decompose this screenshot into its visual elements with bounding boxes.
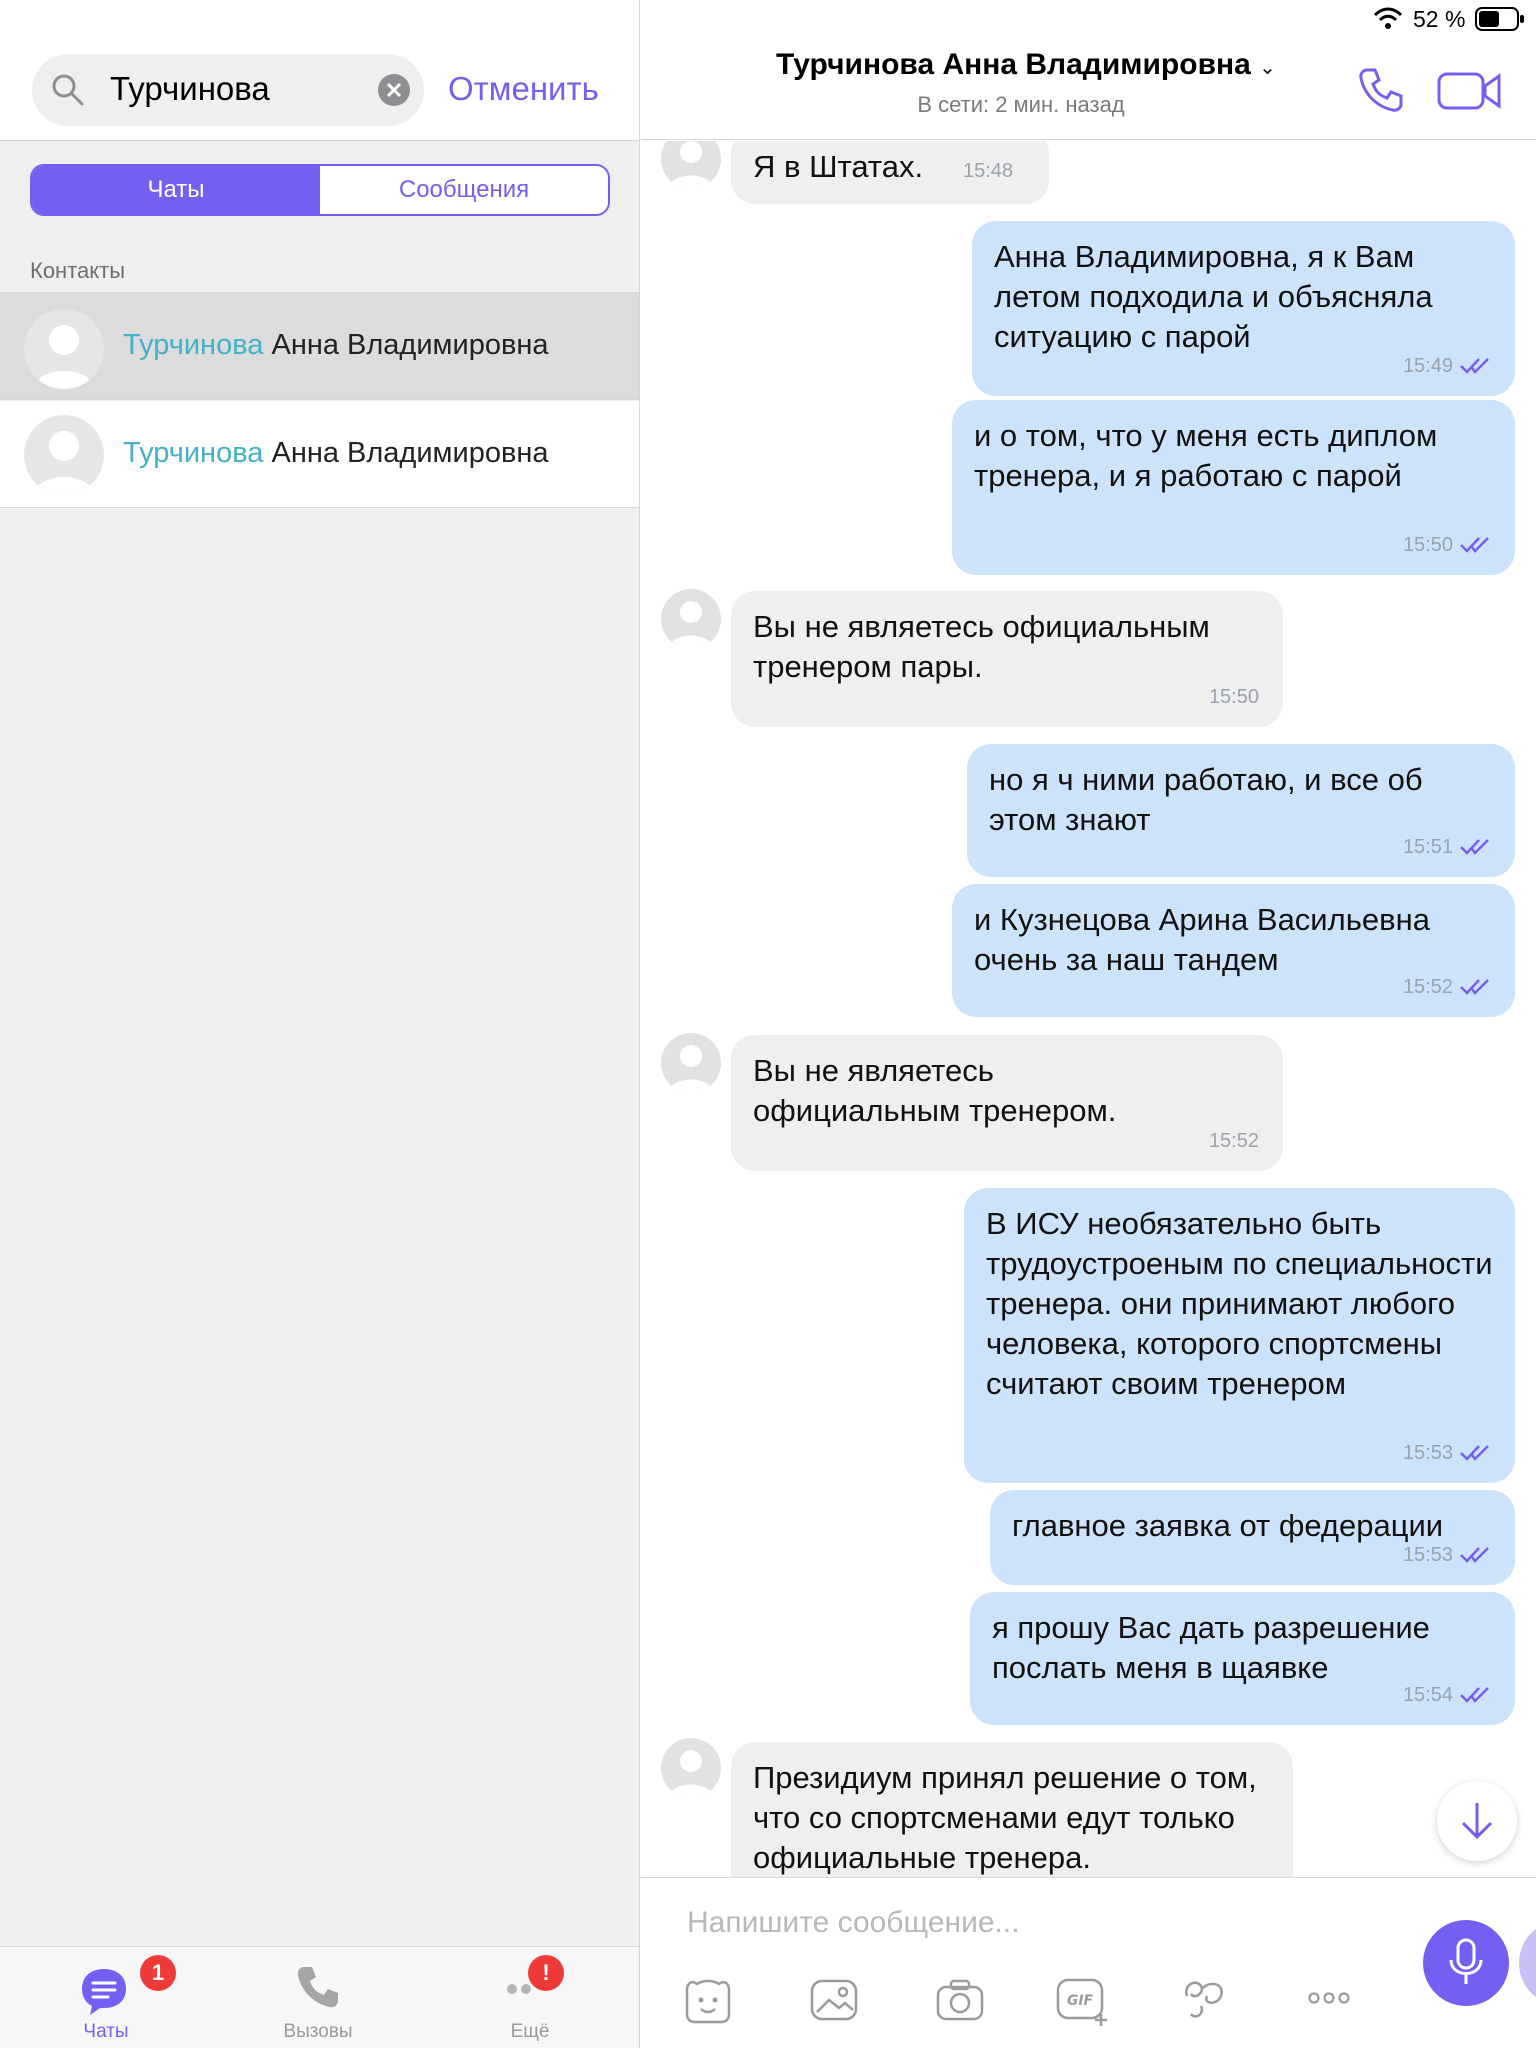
tab-chats-label: Чаты: [83, 2021, 129, 2042]
message-time: 15:52: [1402, 976, 1453, 998]
read-ticks-icon: [1459, 523, 1493, 563]
message-incoming[interactable]: [731, 591, 1283, 727]
message-time: 15:53: [1402, 1544, 1453, 1566]
chat-title[interactable]: Турчинова Анна Владимировна ⌄: [776, 48, 1276, 81]
search-icon: [50, 72, 86, 113]
message-incoming[interactable]: [731, 141, 1049, 204]
segment-messages[interactable]: Сообщения: [320, 166, 608, 214]
phone-icon[interactable]: [1357, 66, 1405, 119]
contact-row[interactable]: [0, 401, 639, 508]
message-text: и о том, что у меня есть диплом тренера, и я работаю с парой: [974, 418, 1438, 493]
read-ticks-icon: [1459, 1533, 1493, 1573]
message-text: Анна Владимировна, я к Вам летом подходила и объясняла ситуацию с парой: [994, 239, 1433, 354]
message-text: Президиум принял решение о том, что со спортсменами едут только официальные тренера.: [753, 1760, 1257, 1875]
search-header: [0, 0, 639, 141]
chat-presence-status: В сети: 2 мин. назад: [917, 92, 1125, 117]
avatar: [24, 415, 104, 495]
avatar: [24, 309, 104, 389]
avatar: [661, 1033, 721, 1093]
video-call-icon[interactable]: [1437, 70, 1503, 117]
chat-list-pane: [0, 0, 640, 2048]
contacts-section-label: Контакты: [30, 258, 126, 283]
message-time: 15:49: [1402, 355, 1453, 377]
message-outgoing[interactable]: [972, 221, 1515, 396]
cancel-button[interactable]: Отменить: [448, 70, 599, 107]
message-time: 15:48: [963, 160, 1014, 182]
secondary-action-button[interactable]: [1519, 1920, 1536, 2006]
sticker-icon[interactable]: [683, 1976, 733, 2029]
message-text: Вы не являетесь официальным тренером.: [753, 1053, 1117, 1128]
read-ticks-icon: [1459, 1431, 1493, 1471]
microphone-icon: [1448, 1938, 1484, 1993]
avatar: [661, 141, 721, 189]
message-time: 15:53: [1402, 1442, 1453, 1464]
more-options-icon[interactable]: [1307, 1990, 1351, 2011]
more-badge: !: [528, 1955, 564, 1991]
segmented-control: [30, 164, 610, 216]
contact-row[interactable]: [0, 293, 639, 400]
message-time: 15:50: [1208, 686, 1259, 708]
battery-percent: 52 %: [1413, 6, 1466, 32]
message-outgoing[interactable]: [967, 744, 1515, 877]
message-list: [641, 141, 1536, 1877]
message-incoming[interactable]: [731, 1742, 1293, 1877]
avatar: [661, 589, 721, 649]
message-outgoing[interactable]: [952, 400, 1515, 575]
tab-calls[interactable]: [238, 1947, 398, 2049]
avatar: [661, 1738, 721, 1798]
message-outgoing[interactable]: [970, 1592, 1515, 1725]
wifi-icon: [1373, 6, 1403, 35]
message-text: и Кузнецова Арина Васильевна очень за наш тандем: [974, 902, 1430, 977]
read-ticks-icon: [1459, 965, 1493, 1005]
gif-icon[interactable]: [1055, 1976, 1111, 2031]
message-composer: [641, 1877, 1536, 2048]
contact-name: Турчинова Анна Владимировна: [123, 329, 549, 361]
message-outgoing[interactable]: [990, 1490, 1515, 1585]
tab-more[interactable]: [450, 1947, 610, 2049]
phone-icon: [294, 1963, 342, 2016]
message-text: Я в Штатах.: [753, 149, 924, 184]
message-input[interactable]: Напишите сообщение...: [687, 1906, 1020, 1939]
camera-icon[interactable]: [935, 1978, 985, 2027]
gallery-icon[interactable]: [809, 1978, 859, 2027]
message-text: я прошу Вас дать разрешение послать меня в щаявке: [992, 1610, 1430, 1685]
tab-calls-label: Вызовы: [283, 2021, 353, 2042]
message-outgoing[interactable]: [964, 1188, 1515, 1483]
search-input[interactable]: [32, 54, 424, 126]
tab-more-label: Ещё: [510, 2021, 550, 2042]
message-text: Вы не являетесь официальным тренером пары.: [753, 609, 1210, 684]
scroll-to-bottom-button[interactable]: [1437, 1781, 1517, 1861]
tab-chats[interactable]: [26, 1947, 186, 2049]
read-ticks-icon: [1459, 825, 1493, 865]
chat-header: [641, 0, 1536, 140]
segment-chats[interactable]: Чаты: [32, 166, 320, 214]
chats-badge: 1: [140, 1955, 176, 1991]
message-time: 15:52: [1208, 1130, 1259, 1152]
svg-text:GIF: GIF: [1066, 1993, 1094, 2009]
arrow-down-icon: [1459, 1801, 1495, 1846]
search-query: Турчинова: [110, 70, 270, 107]
chevron-down-icon: ⌄: [1259, 57, 1276, 79]
message-text: В ИСУ необязательно быть трудоустроеным по специальности тренера. они принимают любого человека, которого спортсмены считают своим тренером: [986, 1206, 1493, 1401]
message-text: главное заявка от федерации: [1012, 1508, 1444, 1543]
message-incoming[interactable]: [731, 1035, 1283, 1171]
doodle-icon[interactable]: [1181, 1976, 1231, 2029]
message-text: но я ч ними работаю, и все об этом знают: [989, 762, 1423, 837]
battery-icon: [1475, 6, 1525, 37]
message-time: 15:54: [1402, 1684, 1453, 1706]
tab-bar: [0, 1946, 639, 2048]
read-ticks-icon: [1459, 344, 1493, 384]
message-time: 15:51: [1402, 836, 1453, 858]
message-time: 15:50: [1402, 534, 1453, 556]
contact-name: Турчинова Анна Владимировна: [123, 437, 549, 469]
chat-bubble-icon: [78, 1965, 130, 2022]
voice-record-button[interactable]: [1423, 1920, 1509, 2006]
conversation-pane: [641, 0, 1536, 2048]
message-outgoing[interactable]: [952, 884, 1515, 1017]
read-ticks-icon: [1459, 1673, 1493, 1713]
clear-search-icon[interactable]: [378, 74, 410, 111]
